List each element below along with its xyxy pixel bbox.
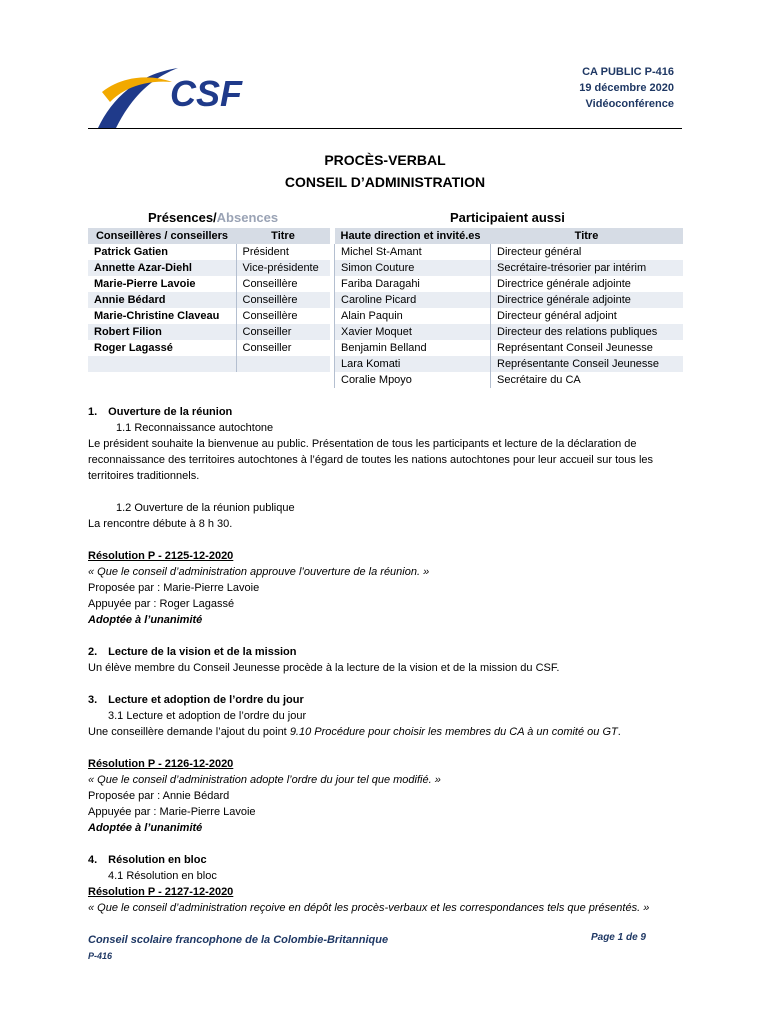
section-1-text: Le président souhaite la bienvenue au public. Présentation de tous les participants et lecture de la déclaration de reconnaissance des territoires autochtones à l’égard de toutes les nations autochtones pour leur accueil sur tous les territoires traditionnels. (88, 438, 654, 482)
table-row: Annette Azar-Diehl Vice-présidente (88, 260, 330, 276)
table-row: Patrick Gatien Président (88, 244, 330, 260)
section-2-text: Un élève membre du Conseil Jeunesse procède à la lecture de la vision et de la mission du CSF. (88, 662, 560, 674)
resolution-2-adopted: Adoptée à l’unanimité (88, 822, 203, 834)
resolution-2-seconded: Appuyée par : Marie-Pierre Lavoie (88, 806, 256, 818)
table-row: Fariba Daragahi Directrice générale adjointe (335, 276, 683, 292)
col-header: Conseillères / conseillers (88, 228, 236, 244)
doc-title: PROCÈS-VERBAL (324, 152, 446, 168)
section-1-2: 1.2 Ouverture de la réunion publique (116, 502, 295, 514)
section-3-text: Une conseillère demande l’ajout du point 9.10 Procédure pour choisir les membres du CA à un comité ou GT. (88, 726, 621, 738)
minutes-body (88, 404, 684, 916)
resolution-1-title: Résolution P - 2125-12-2020 (88, 550, 234, 562)
section-3-1: 3.1 Lecture et adoption de l’ordre du jour (108, 710, 307, 722)
table-row: Benjamin Belland Représentant Conseil Jeunesse (335, 340, 683, 356)
logo-text: CSF (170, 73, 242, 114)
table-row: Simon Couture Secrétaire-trésorier par intérim (335, 260, 683, 276)
table-row: Caroline Picard Directrice générale adjointe (335, 292, 683, 308)
participants-table (334, 228, 683, 388)
resolution-3-quote: « Que le conseil d’administration reçoive en dépôt les procès-verbaux et les correspondances tels que présentés. » (88, 902, 650, 914)
footer-org (88, 932, 388, 964)
table-row: Marie-Pierre Lavoie Conseillère (88, 276, 330, 292)
section-3-title: 3. Lecture et adoption de l’ordre du jour (88, 694, 304, 706)
table-row: Lara Komati Représentante Conseil Jeunesse (335, 356, 683, 372)
presences-table (88, 228, 330, 372)
presences-heading: Présences/Absences (148, 210, 279, 225)
table-row: Marie-Christine Claveau Conseillère (88, 308, 330, 324)
resolution-1-proposed: Proposée par : Marie-Pierre Lavoie (88, 582, 260, 594)
table-row: Roger Lagassé Conseiller (88, 340, 330, 356)
doc-subtitle: CONSEIL D’ADMINISTRATION (284, 174, 486, 190)
resolution-1-adopted: Adoptée à l’unanimité (88, 614, 203, 626)
table-row: Annie Bédard Conseillère (88, 292, 330, 308)
participants-heading: Participaient aussi (450, 210, 565, 225)
resolution-1-seconded: Appuyée par : Roger Lagassé (88, 598, 235, 610)
resolution-2-title: Résolution P - 2126-12-2020 (88, 758, 234, 770)
section-2-title: 2. Lecture de la vision et de la mission (88, 646, 297, 658)
resolution-2-proposed: Proposée par : Annie Bédard (88, 790, 230, 802)
table-row: Coralie Mpoyo Secrétaire du CA (335, 372, 683, 388)
table-row: Michel St-Amant Directeur général (335, 244, 683, 260)
table-row: Xavier Moquet Directeur des relations publiques (335, 324, 683, 340)
table-row: Alain Paquin Directeur général adjoint (335, 308, 683, 324)
meeting-mode: Vidéoconférence (585, 98, 674, 110)
meeting-date: 19 décembre 2020 (579, 82, 674, 94)
section-4-title: 4. Résolution en bloc (88, 854, 207, 866)
col-header: Haute direction et invité.es (335, 228, 491, 244)
resolution-3-title: Résolution P - 2127-12-2020 (88, 886, 234, 898)
table-row: Robert Filion Conseiller (88, 324, 330, 340)
section-1-2-text: La rencontre débute à 8 h 30. (88, 518, 233, 530)
section-4-1: 4.1 Résolution en bloc (108, 870, 217, 882)
resolution-1-quote: « Que le conseil d’administration approuve l’ouverture de la réunion. » (88, 566, 430, 578)
csf-logo (92, 62, 272, 134)
page-number: Page 1 de 9 (590, 932, 646, 943)
resolution-2-quote: « Que le conseil d’administration adopte l’ordre du jour tel que modifié. » (88, 774, 441, 786)
footer-code: P-416 (88, 951, 113, 961)
section-1-1: 1.1 Reconnaissance autochtone (116, 422, 274, 434)
footer-org-name: Conseil scolaire francophone de la Colombie-Britannique (88, 934, 389, 946)
doc-code: CA PUBLIC P-416 (582, 66, 674, 78)
col-header: Titre (236, 228, 330, 244)
header-divider (88, 128, 682, 129)
col-header: Titre (491, 228, 683, 244)
section-1-title: 1. Ouverture de la réunion (88, 406, 233, 418)
table-row (88, 356, 330, 372)
header-meta (579, 64, 674, 112)
